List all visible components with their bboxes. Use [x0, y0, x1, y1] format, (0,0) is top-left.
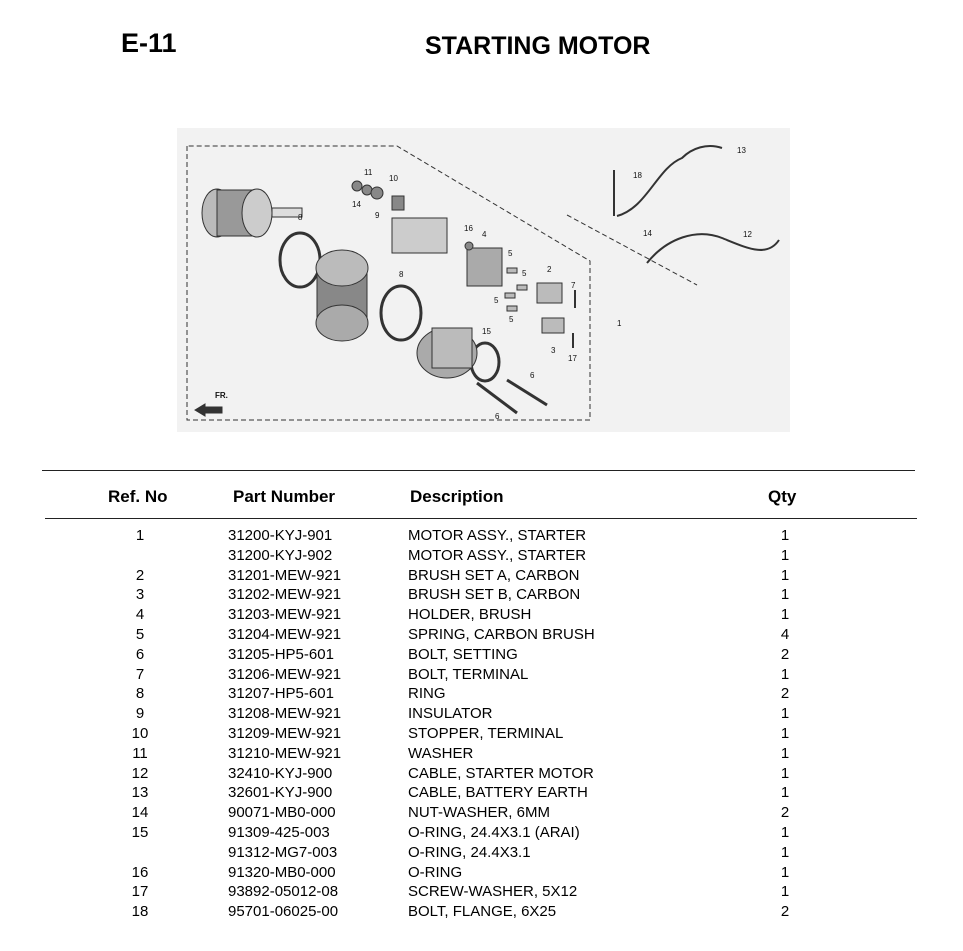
- quantity: 1: [780, 784, 790, 802]
- callout-8: 8: [298, 213, 303, 222]
- part-number: 31204-MEW-921: [228, 625, 342, 643]
- callout-1: 1: [617, 319, 622, 328]
- table-row: [0, 843, 963, 863]
- table-row: [0, 783, 963, 803]
- ref-no: 9: [135, 705, 145, 723]
- part-number: 31209-MEW-921: [228, 724, 342, 742]
- callout-14: 14: [643, 229, 652, 238]
- table-row: [0, 704, 963, 724]
- part-number: 31210-MEW-921: [228, 744, 342, 762]
- callout-14: 14: [352, 200, 361, 209]
- quantity: 1: [780, 863, 790, 881]
- callout-9: 9: [375, 211, 380, 220]
- table-row: [0, 902, 963, 922]
- callout-16: 16: [464, 224, 473, 233]
- quantity: 1: [780, 843, 790, 861]
- part-number: 91320-MB0-000: [228, 863, 336, 881]
- quantity: 1: [780, 606, 790, 624]
- part-number: 31200-KYJ-902: [228, 546, 333, 564]
- table-row: [0, 665, 963, 685]
- callout-5: 5: [509, 315, 514, 324]
- table-top-rule: [42, 470, 915, 471]
- ref-no: 2: [135, 566, 145, 584]
- exploded-parts-diagram: [177, 128, 790, 432]
- callout-4: 4: [482, 230, 487, 239]
- quantity: 1: [780, 586, 790, 604]
- part-number: 32410-KYJ-900: [228, 764, 333, 782]
- callout-15: 15: [482, 327, 491, 336]
- part-number: 31200-KYJ-901: [228, 527, 333, 544]
- description: O-RING: [408, 863, 463, 881]
- part-number: 91309-425-003: [228, 823, 330, 841]
- quantity: 1: [780, 823, 790, 841]
- table-row: [0, 863, 963, 883]
- description: INSULATOR: [408, 705, 493, 723]
- quantity: 2: [780, 903, 790, 921]
- table-row: [0, 684, 963, 704]
- ref-no: 1: [135, 527, 145, 544]
- ref-no: 14: [131, 804, 149, 822]
- quantity: 1: [780, 705, 790, 723]
- description: MOTOR ASSY., STARTER: [408, 527, 587, 544]
- part-number: 32601-KYJ-900: [228, 784, 333, 802]
- description: NUT-WASHER, 6MM: [408, 804, 550, 822]
- callout-6: 6: [530, 371, 535, 380]
- description: CABLE, STARTER MOTOR: [408, 764, 594, 782]
- description: BOLT, TERMINAL: [408, 665, 529, 683]
- callout-2: 2: [547, 265, 552, 274]
- callout-8: 8: [399, 270, 404, 279]
- quantity: 1: [780, 546, 790, 564]
- quantity: 1: [780, 566, 790, 584]
- quantity: 2: [780, 804, 790, 822]
- callout-5: 5: [522, 269, 527, 278]
- callout-12: 12: [743, 230, 752, 239]
- table-row: [0, 645, 963, 665]
- table-row: [0, 744, 963, 764]
- table-row: [0, 566, 963, 586]
- direction-label: FR.: [215, 391, 228, 400]
- callout-7: 7: [571, 281, 576, 290]
- table-row: [0, 724, 963, 744]
- part-number: 31205-HP5-601: [228, 645, 334, 663]
- description: BOLT, FLANGE, 6X25: [408, 903, 557, 921]
- table-row: [0, 625, 963, 645]
- description: BRUSH SET A, CARBON: [408, 566, 580, 584]
- table-row: [0, 526, 963, 546]
- description: O-RING, 24.4X3.1: [408, 843, 531, 861]
- table-header-rule: [45, 518, 917, 519]
- table-row: [0, 585, 963, 605]
- table-row: [0, 546, 963, 566]
- callout-13: 13: [737, 146, 746, 155]
- table-row: [0, 605, 963, 625]
- ref-no: 16: [131, 863, 149, 881]
- motor-yoke: [316, 250, 368, 341]
- col-header-ref: Ref. No: [108, 487, 168, 506]
- ref-no: 3: [135, 586, 145, 604]
- table-row: [0, 882, 963, 902]
- ref-no: 4: [135, 606, 145, 624]
- ref-no: 17: [131, 883, 149, 901]
- ref-no: 6: [135, 645, 145, 663]
- description: SPRING, CARBON BRUSH: [408, 625, 595, 643]
- section-code: E-11: [121, 28, 177, 58]
- ref-no: 5: [135, 625, 145, 643]
- ref-no: 12: [131, 764, 149, 782]
- quantity: 2: [780, 685, 790, 703]
- part-number: 91312-MG7-003: [228, 843, 338, 861]
- description: O-RING, 24.4X3.1 (ARAI): [408, 823, 580, 841]
- ref-no: 13: [131, 784, 149, 802]
- description: MOTOR ASSY., STARTER: [408, 546, 587, 564]
- ref-no: 11: [132, 744, 148, 762]
- quantity: 1: [780, 883, 790, 901]
- part-number: 31207-HP5-601: [228, 685, 334, 703]
- part-number: 31206-MEW-921: [228, 665, 342, 683]
- quantity: 1: [780, 764, 790, 782]
- table-row: [0, 764, 963, 784]
- part-number: 31201-MEW-921: [228, 566, 342, 584]
- quantity: 1: [780, 724, 790, 742]
- callout-11: 11: [364, 168, 373, 177]
- page-title: STARTING MOTOR: [425, 32, 651, 60]
- quantity: 1: [780, 744, 790, 762]
- ref-no: 15: [131, 823, 149, 841]
- description: BOLT, SETTING: [408, 645, 518, 663]
- quantity: 1: [780, 665, 790, 683]
- table-row: [0, 823, 963, 843]
- col-header-part-number: Part Number: [233, 487, 336, 506]
- col-header-description: Description: [410, 487, 504, 506]
- part-number: 31203-MEW-921: [228, 606, 342, 624]
- description: SCREW-WASHER, 5X12: [408, 883, 578, 901]
- ref-no: 7: [135, 665, 145, 683]
- quantity: 4: [780, 625, 790, 643]
- callout-3: 3: [551, 346, 556, 355]
- description: BRUSH SET B, CARBON: [408, 586, 581, 604]
- callout-5: 5: [494, 296, 499, 305]
- description: WASHER: [408, 744, 474, 762]
- quantity: 1: [780, 527, 790, 544]
- callout-5: 5: [508, 249, 513, 258]
- part-number: 31202-MEW-921: [228, 586, 342, 604]
- callout-18: 18: [633, 171, 642, 180]
- description: STOPPER, TERMINAL: [408, 724, 564, 742]
- table-row: [0, 803, 963, 823]
- part-number: 31208-MEW-921: [228, 705, 342, 723]
- parts-table-body: [0, 526, 963, 922]
- description: HOLDER, BRUSH: [408, 606, 532, 624]
- part-number: 90071-MB0-000: [228, 804, 336, 822]
- ref-no: 8: [135, 685, 145, 703]
- callout-17: 17: [568, 354, 577, 363]
- part-number: 93892-05012-08: [228, 883, 339, 901]
- callout-10: 10: [389, 174, 398, 183]
- ref-no: 18: [131, 903, 149, 921]
- part-number: 95701-06025-00: [228, 903, 339, 921]
- description: CABLE, BATTERY EARTH: [408, 784, 588, 802]
- quantity: 2: [780, 645, 790, 663]
- callout-6: 6: [495, 412, 500, 421]
- description: RING: [408, 685, 446, 703]
- col-header-qty: Qty: [768, 487, 797, 506]
- ref-no: 10: [131, 724, 149, 742]
